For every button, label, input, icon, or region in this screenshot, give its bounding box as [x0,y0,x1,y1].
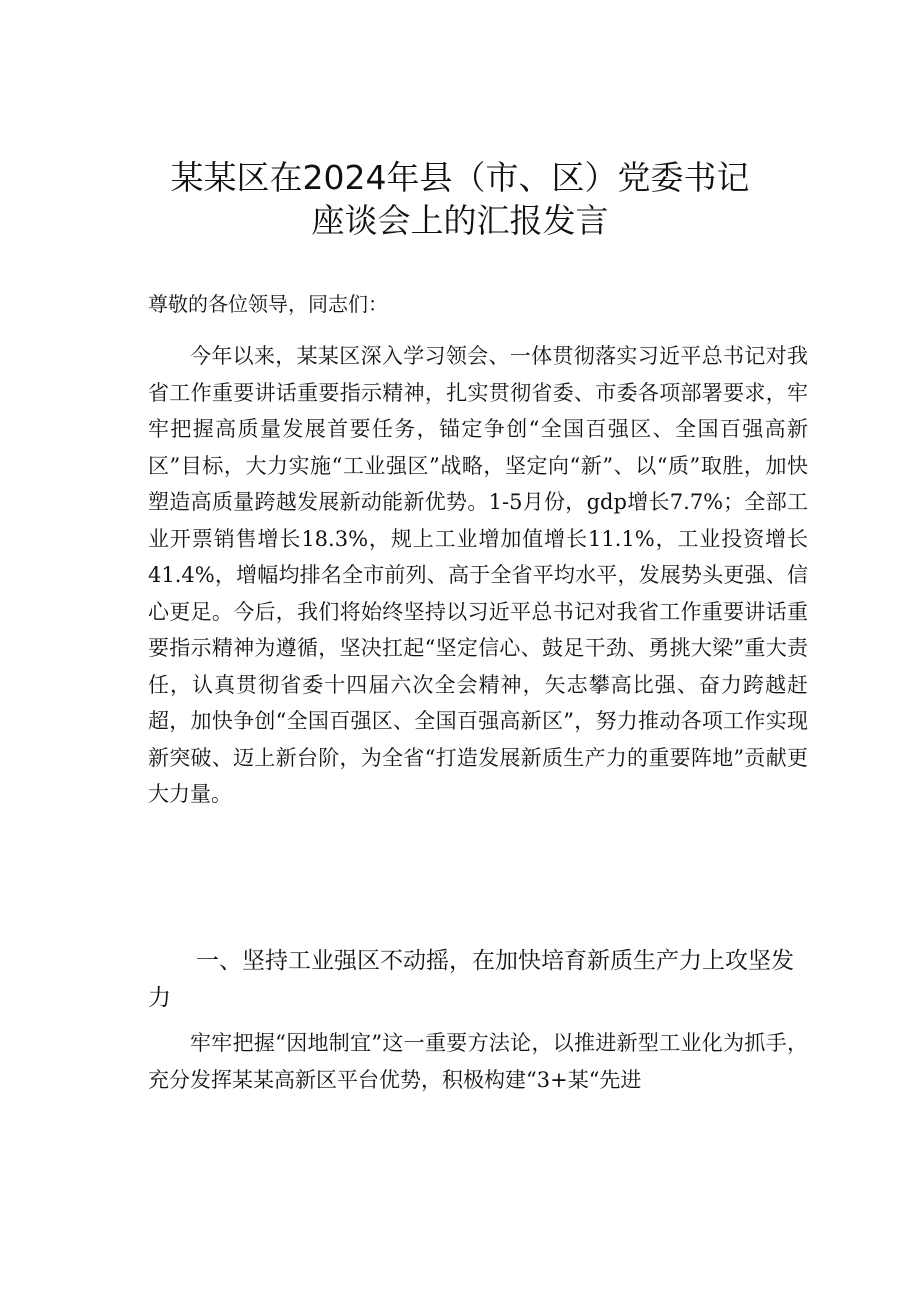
body-paragraph-2: 牢牢把握“因地制宜”这一重要方法论，以推进新型工业化为抓手，充分发挥某某高新区平台优势，积极构建“3+某“先进 [148,1031,808,1092]
document-title-line-1: 某某区在2024年县（市、区）党委书记 [170,158,750,197]
document-title-line-2: 座谈会上的汇报发言 [311,201,609,240]
greeting: 尊敬的各位领导，同志们： [148,292,388,316]
body-paragraph-1: 今年以来，某某区深入学习领会、一体贯彻落实习近平总书记对我省工作重要讲话重要指示精神，扎实贯彻省委、市委各项部署要求，牢牢把握高质量发展首要任务，锚定争创“全国百强区、全国百强高新区”目标，大力实施“工业强区”战略，坚定向“新”、以“质”取胜，加快塑造高质量跨越发展新动能新优势。1-5月份，gdp增长7.7%；全部工业开票销售增长18.3%，规上工业增加值增长11.1%，工业投资增长41.4%，增幅均排名全市前列、高于全省平均水平，发展势头更强、信心更足。今后，我们将始终坚持以习近平总书记对我省工作重要讲话重要指示精神为遵循，坚决扛起“坚定信心、鼓足干劲、勇挑大梁”重大责任，认真贯彻省委十四届六次全会精神，矢志攀高比强、奋力跨越赶超，加快争创“全国百强区、全国百强高新区”，努力推动各项工作实现新突破、迈上新台阶，为全省“打造发展新质生产力的重要阵地”贡献更大力量。 [148,344,808,806]
section-1-heading: 一、坚持工业强区不动摇，在加快培育新质生产力上攻坚发力 [148,948,794,1011]
